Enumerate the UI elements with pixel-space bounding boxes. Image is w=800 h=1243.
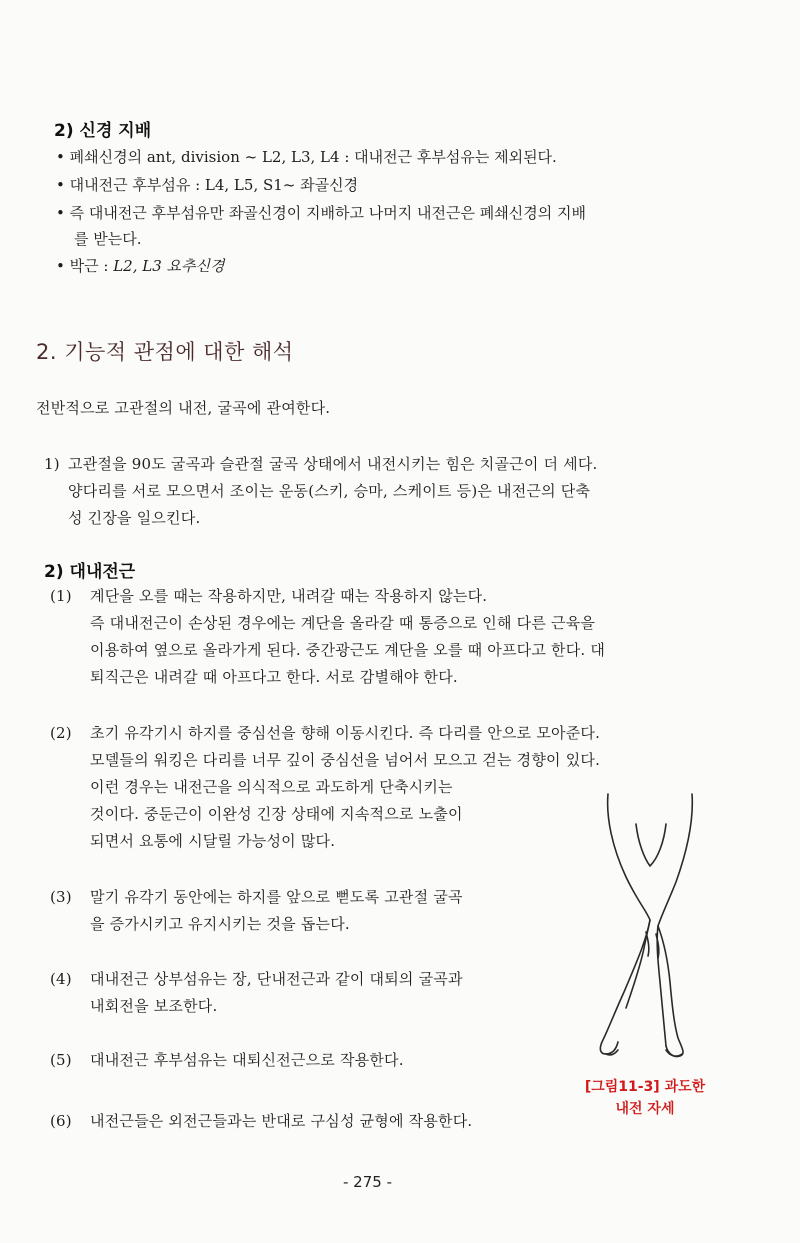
adductor-item1-line3: 이용하여 옆으로 올라가게 된다. 중간광근도 계단을 오를 때 아프다고 한다. 대 xyxy=(90,641,606,659)
adductor-item6-line1: 내전근들은 외전근들과는 반대로 구심성 균형에 작용한다. xyxy=(90,1112,473,1130)
adductor-item2-line2: 모델들의 워킹은 다리를 너무 깊이 중심선을 넘어서 모으고 걷는 경향이 있다. xyxy=(90,751,601,769)
figure-caption-line2: 내전 자세 xyxy=(615,1101,675,1117)
functional-item1-number: 1) xyxy=(44,455,60,473)
adductor-item2-line5: 되면서 요통에 시달릴 가능성이 많다. xyxy=(90,832,336,850)
adductor-item1-number: (1) xyxy=(50,587,72,605)
functional-intro: 전반적으로 고관절의 내전, 굴곡에 관여한다. xyxy=(36,399,331,417)
adductor-item2-line1: 초기 유각기시 하지를 중심선을 향해 이동시킨다. 즉 다리를 안으로 모아준다. xyxy=(90,724,601,742)
nerve-bullet-4-prefix: • 박근 : xyxy=(56,257,114,275)
adductor-item4-number: (4) xyxy=(50,970,72,988)
functional-item1-line2: 양다리를 서로 모으면서 조이는 운동(스키, 승마, 스케이트 등)은 내전근의 단축 xyxy=(68,482,591,500)
crossed-legs-figure xyxy=(586,792,704,1064)
nerve-bullet-1: • 폐쇄신경의 ant, division ~ L2, L3, L4 : 대내전근 후부섬유는 제외된다. xyxy=(56,148,557,166)
nerve-heading: 2) 신경 지배 xyxy=(54,121,152,141)
adductor-item3-line2: 을 증가시키고 유지시키는 것을 돕는다. xyxy=(90,915,350,933)
adductor-item1-line4: 퇴직근은 내려갈 때 아프다고 한다. 서로 감별해야 한다. xyxy=(90,668,458,686)
nerve-bullet-2: • 대내전근 후부섬유 : L4, L5, S1~ 좌골신경 xyxy=(56,176,359,194)
figure-caption-line1: [그림11-3] 과도한 xyxy=(584,1079,706,1095)
adductor-item4-line1: 대내전근 상부섬유는 장, 단내전근과 같이 대퇴의 굴곡과 xyxy=(90,970,463,988)
nerve-bullet-3-cont: 를 받는다. xyxy=(74,230,142,248)
crossed-legs-illustration-icon xyxy=(586,792,704,1064)
functional-item1-line3: 성 긴장을 일으킨다. xyxy=(68,509,201,527)
adductor-item1-line1: 계단을 오를 때는 작용하지만, 내려갈 때는 작용하지 않는다. xyxy=(90,587,488,605)
nerve-bullet-4 xyxy=(56,253,224,279)
functional-section-title: 2. 기능적 관점에 대한 해석 xyxy=(36,340,294,364)
adductor-item5-line1: 대내전근 후부섬유는 대퇴신전근으로 작용한다. xyxy=(90,1051,404,1069)
adductor-item2-number: (2) xyxy=(50,724,72,742)
adductor-item4-line2: 내회전을 보조한다. xyxy=(90,997,218,1015)
adductor-item3-number: (3) xyxy=(50,888,72,906)
adductor-item2-line4: 것이다. 중둔근이 이완성 긴장 상태에 지속적으로 노출이 xyxy=(90,805,463,823)
adductor-item5-number: (5) xyxy=(50,1051,72,1069)
adductor-item3-line1: 말기 유각기 동안에는 하지를 앞으로 뻗도록 고관절 굴곡 xyxy=(90,888,463,906)
adductor-item6-number: (6) xyxy=(50,1112,72,1130)
nerve-bullet-4-italic: L2, L3 요추신경 xyxy=(113,257,225,275)
adductor-heading: 2) 대내전근 xyxy=(44,562,136,582)
nerve-bullet-3: • 즉 대내전근 후부섬유만 좌골신경이 지배하고 나머지 내전근은 폐쇄신경의 지배 xyxy=(56,204,586,222)
functional-item1-line1: 고관절을 90도 굴곡과 슬관절 굴곡 상태에서 내전시키는 힘은 치골근이 더 세다. xyxy=(68,455,598,473)
page-number: - 275 - xyxy=(343,1173,392,1191)
adductor-item2-line3: 이런 경우는 내전근을 의식적으로 과도하게 단축시키는 xyxy=(90,778,453,796)
adductor-item1-line2: 즉 대내전근이 손상된 경우에는 계단을 올라갈 때 통증으로 인해 다른 근육을 xyxy=(90,614,596,632)
